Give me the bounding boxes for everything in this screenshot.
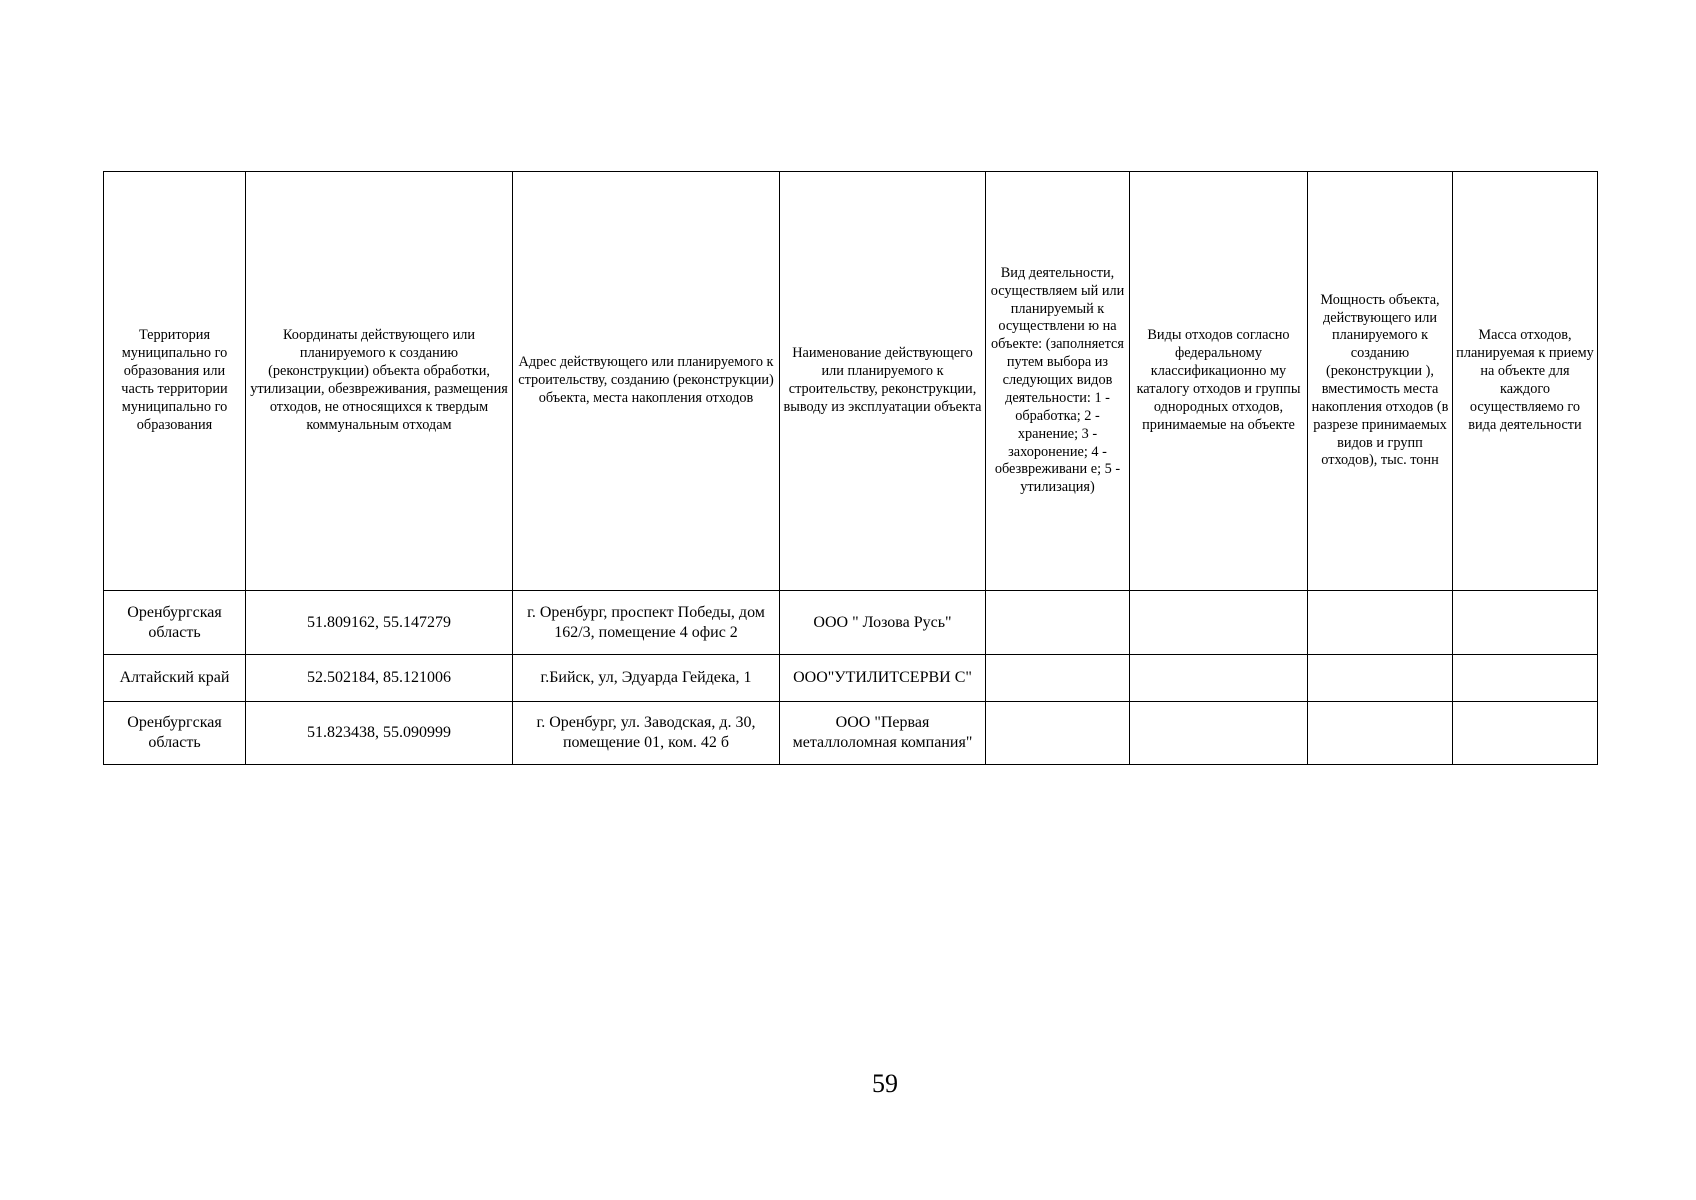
cell-mass [1453, 655, 1598, 702]
cell-activity [986, 702, 1130, 765]
cell-coordinates: 51.809162, 55.147279 [246, 591, 513, 655]
header-activity: Вид деятельности, осуществляем ый или планируемый к осуществлени ю на объекте: (заполняется путем выбора из следующих видов деятельности: 1 - обработка; 2 - хранение; 3 - захоронение; 4 - обезвреживани е; 5 - утилизация) [986, 172, 1130, 591]
waste-facilities-table [103, 171, 1598, 765]
cell-name: ООО "Первая металлоломная компания" [780, 702, 986, 765]
cell-capacity [1308, 591, 1453, 655]
cell-mass [1453, 591, 1598, 655]
cell-activity [986, 655, 1130, 702]
header-address: Адрес действующего или планируемого к строительству, созданию (реконструкции) объекта, места накопления отходов [513, 172, 780, 591]
table-row [104, 591, 1598, 655]
header-name: Наименование действующего или планируемого к строительству, реконструкции, выводу из эксплуатации объекта [780, 172, 986, 591]
header-waste-types: Виды отходов согласно федеральному классификационно му каталогу отходов и группы однородных отходов, принимаемые на объекте [1130, 172, 1308, 591]
cell-waste-types [1130, 702, 1308, 765]
cell-territory: Алтайский край [104, 655, 246, 702]
cell-capacity [1308, 655, 1453, 702]
table-row [104, 655, 1598, 702]
cell-address: г. Оренбург, ул. Заводская, д. 30, помещение 01, ком. 42 б [513, 702, 780, 765]
table-header-row [104, 172, 1598, 591]
page-number: 59 [872, 1069, 898, 1098]
cell-waste-types [1130, 591, 1308, 655]
cell-waste-types [1130, 655, 1308, 702]
cell-address: г. Оренбург, проспект Победы, дом 162/3, помещение 4 офис 2 [513, 591, 780, 655]
cell-territory: Оренбургская область [104, 591, 246, 655]
header-mass: Масса отходов, планируемая к приему на объекте для каждого осуществляемо го вида деятельности [1453, 172, 1598, 591]
header-coordinates: Координаты действующего или планируемого к созданию (реконструкции) объекта обработки, утилизации, обезвреживания, размещения отходов, не относящихся к твердым коммунальным отходам [246, 172, 513, 591]
cell-territory: Оренбургская область [104, 702, 246, 765]
header-capacity: Мощность объекта, действующего или планируемого к созданию (реконструкции ), вместимость места накопления отходов (в разрезе принимаемых видов и групп отходов), тыс. тонн [1308, 172, 1453, 591]
cell-name: ООО " Лозова Русь" [780, 591, 986, 655]
cell-name: ООО"УТИЛИТСЕРВИ С" [780, 655, 986, 702]
cell-mass [1453, 702, 1598, 765]
cell-capacity [1308, 702, 1453, 765]
cell-address: г.Бийск, ул, Эдуарда Гейдека, 1 [513, 655, 780, 702]
cell-coordinates: 52.502184, 85.121006 [246, 655, 513, 702]
table-row [104, 702, 1598, 765]
header-territory: Территория муниципально го образования или часть территории муниципально го образования [104, 172, 246, 591]
cell-coordinates: 51.823438, 55.090999 [246, 702, 513, 765]
cell-activity [986, 591, 1130, 655]
